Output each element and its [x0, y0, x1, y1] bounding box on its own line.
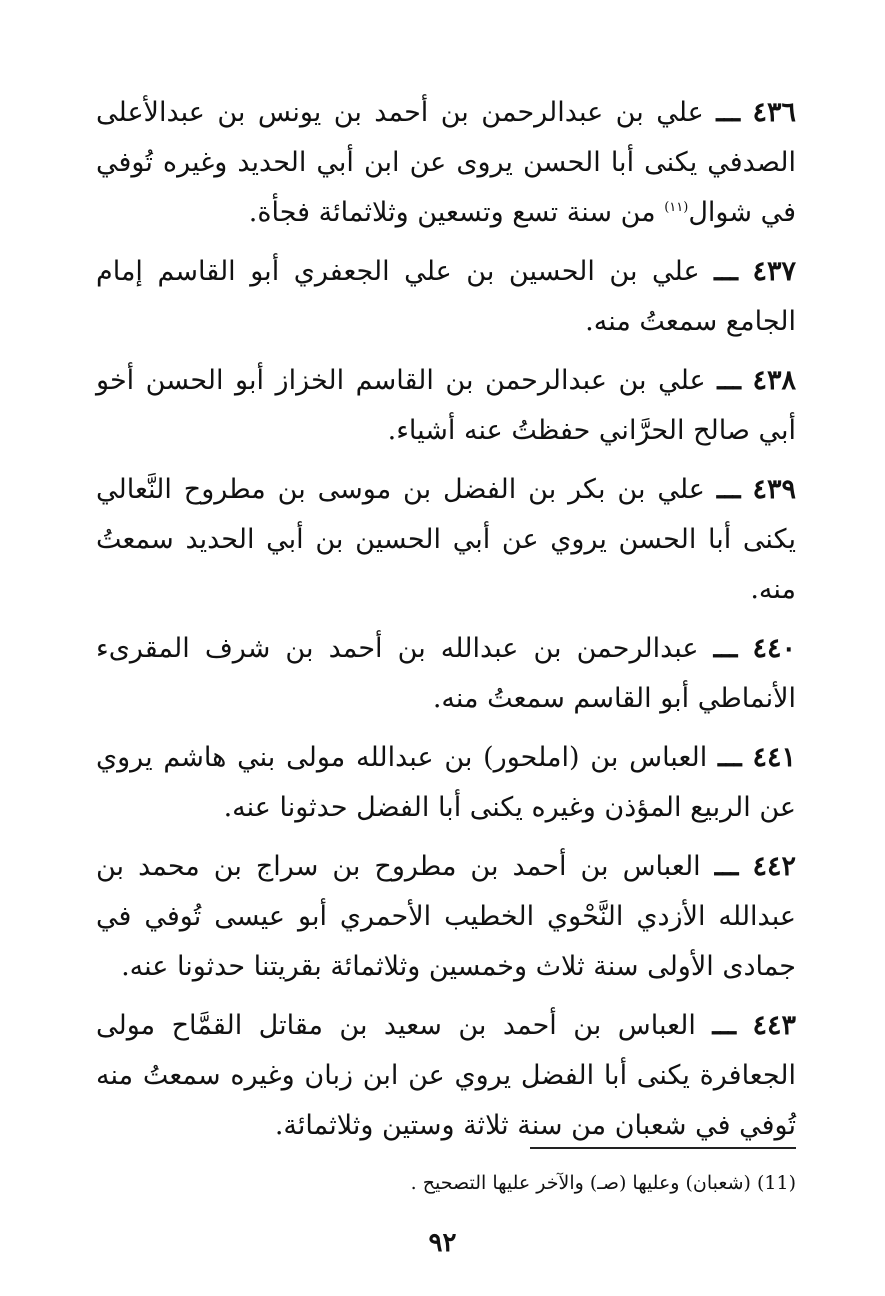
entry-dash: ـــ — [714, 256, 738, 287]
entry-number: ٤٣٧ — [752, 256, 796, 287]
biography-entries — [96, 88, 796, 1160]
entry-text: علي بن الحسين بن علي الجعفري أبو القاسم إمام الجامع سمعتُ منه. — [96, 256, 796, 337]
footnote — [300, 1168, 796, 1198]
entry-text: علي بن عبدالرحمن بن أحمد بن يونس بن عبدالأعلى الصدفي يكنى أبا الحسن يروى عن ابن أبي الحديد وغيره تُوفي في شوال — [96, 97, 796, 228]
entry-number: ٤٤٠ — [752, 633, 796, 664]
entry-441 — [96, 733, 796, 833]
entry-dash: ـــ — [714, 851, 739, 882]
footnote-separator — [530, 1147, 796, 1149]
entry-443 — [96, 1001, 796, 1151]
entry-439 — [96, 465, 796, 615]
entry-dash: ـــ — [716, 474, 741, 505]
footnote-text: (شعبان) وعليها (صـ) والآخر عليها التصحيح . — [410, 1172, 751, 1194]
entry-438 — [96, 356, 796, 456]
entry-text: علي بن بكر بن الفضل بن موسى بن مطروح النَّعالي يكنى أبا الحسن يروي عن أبي الحسين بن أبي الحديد سمعتُ منه. — [96, 474, 796, 605]
entry-440 — [96, 624, 796, 724]
entry-number: ٤٣٦ — [752, 97, 796, 128]
entry-436 — [96, 88, 796, 238]
entry-dash: ـــ — [717, 365, 741, 396]
footnote-number: (11) — [756, 1172, 796, 1194]
entry-dash: ـــ — [717, 742, 742, 773]
entry-number: ٤٣٨ — [752, 365, 796, 396]
footnote-marker[interactable]: (١١) — [664, 200, 689, 215]
entry-number: ٤٤١ — [752, 742, 796, 773]
entry-437 — [96, 247, 796, 347]
entry-text: العباس بن أحمد بن مطروح بن سراج بن محمد بن عبدالله الأزدي النَّحْوي الخطيب الأحمري أبو عيسى تُوفي في جمادى الأولى سنة ثلاث وخمسين وثلاثمائة بقريتنا حدثونا عنه. — [96, 851, 796, 982]
entry-text-continued: من سنة تسع وتسعين وثلاثمائة فجأة. — [248, 197, 665, 228]
entry-number: ٤٤٣ — [752, 1010, 797, 1041]
page-number: ٩٢ — [428, 1228, 457, 1258]
entry-number: ٤٣٩ — [752, 474, 796, 505]
entry-text: العباس بن (املحور) بن عبدالله مولى بني هاشم يروي عن الربيع المؤذن وغيره يكنى أبا الفضل حدثونا عنه. — [96, 742, 796, 823]
entry-text: علي بن عبدالرحمن بن القاسم الخزاز أبو الحسن أخو أبي صالح الحرَّاني حفظتُ عنه أشياء. — [96, 365, 796, 446]
entry-dash: ـــ — [716, 97, 740, 128]
entry-text: العباس بن أحمد بن سعيد بن مقاتل القمَّاح مولى الجعافرة يكنى أبا الفضل يروي عن ابن زبان وغيره سمعتُ منه تُوفي في شعبان من سنة ثلاثة وستين وثلاثمائة. — [96, 1010, 796, 1141]
entry-442 — [96, 842, 796, 992]
entry-number: ٤٤٢ — [752, 851, 796, 882]
entry-dash: ـــ — [713, 633, 738, 664]
entry-dash: ـــ — [712, 1010, 737, 1041]
entry-text: عبدالرحمن بن عبدالله بن أحمد بن شرف المقرىء الأنماطي أبو القاسم سمعتُ منه. — [96, 633, 796, 714]
